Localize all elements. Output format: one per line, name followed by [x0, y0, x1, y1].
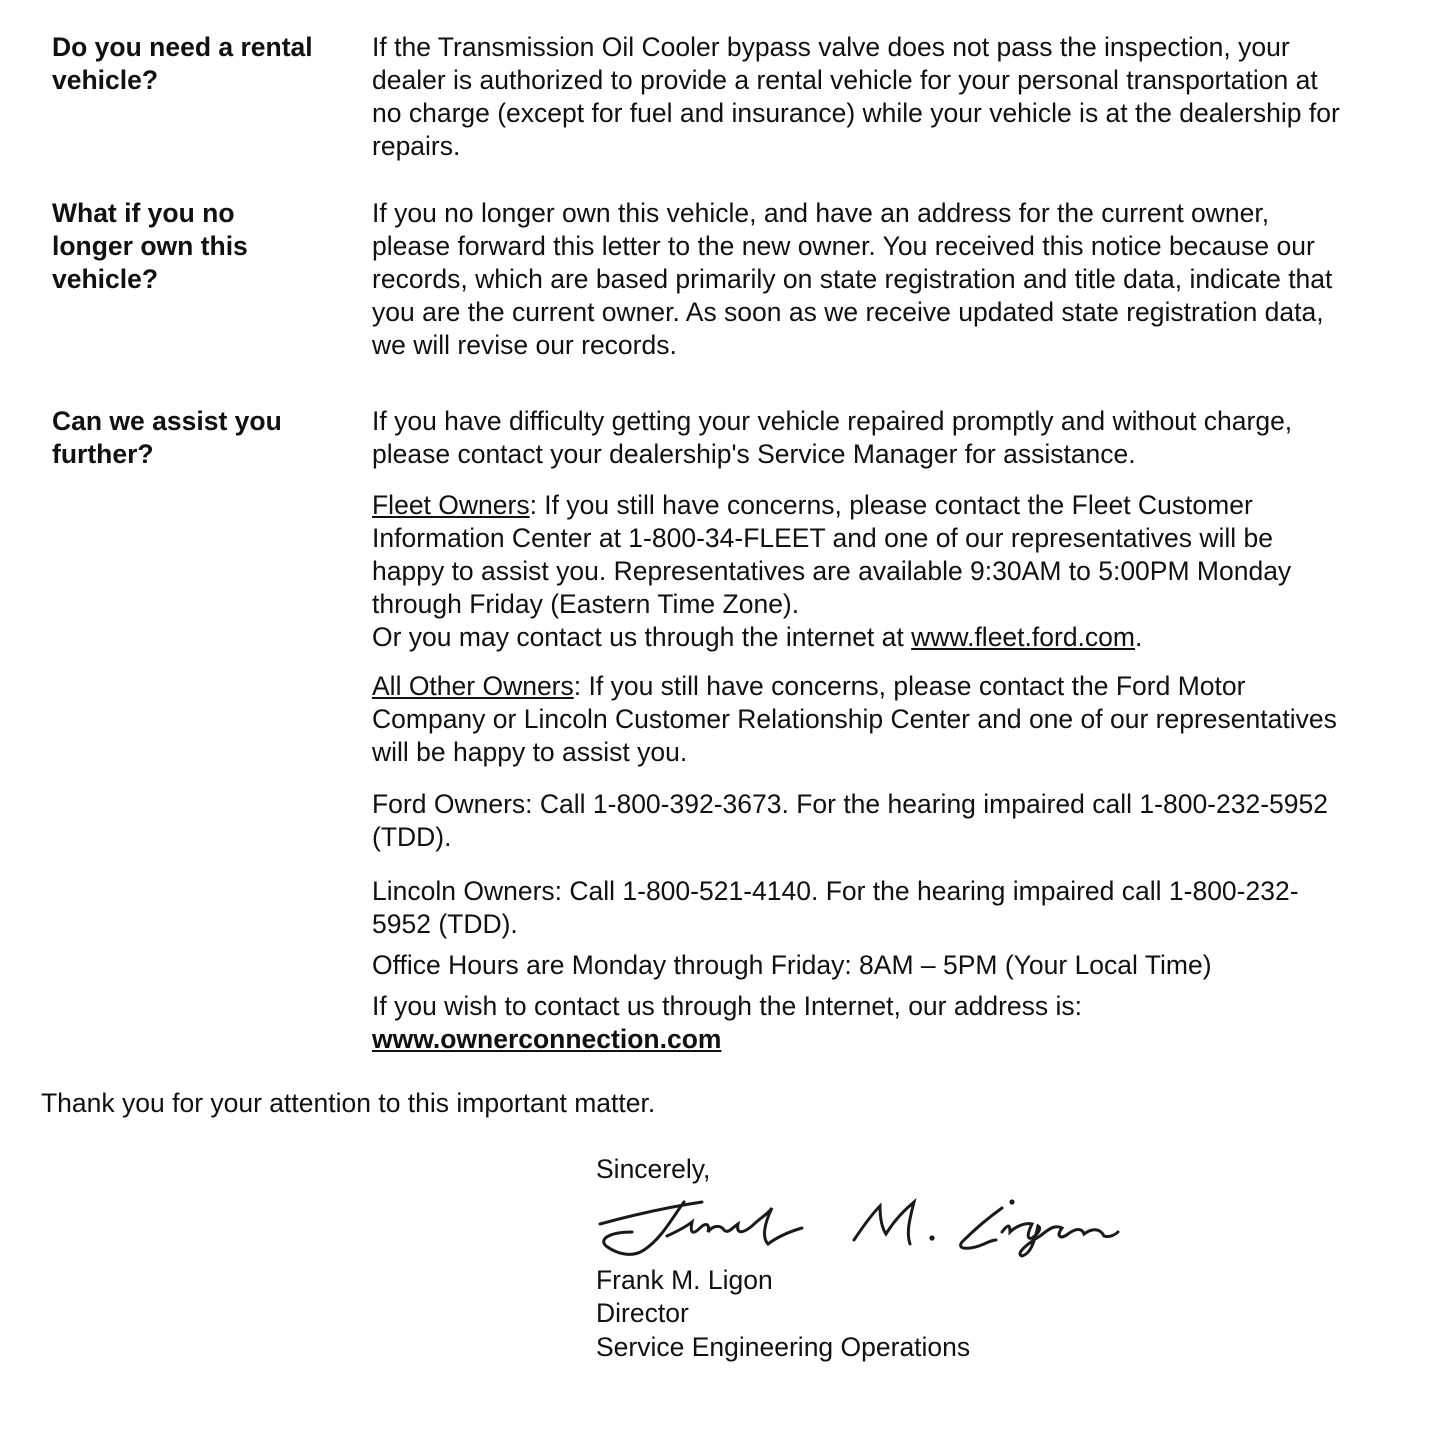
- question-heading: What if you no longer own this vehicle?: [52, 198, 248, 294]
- lincoln-owners-paragraph: Lincoln Owners: Call 1-800-521-4140. For the hearing impaired call 1-800-232-5952 (TDD).: [372, 876, 1299, 939]
- fleet-web-suffix: .: [1134, 622, 1143, 652]
- signer-title: Director: [596, 1298, 689, 1328]
- thank-you-line: Thank you for your attention to this important matter.: [41, 1088, 656, 1118]
- fleet-web-prefix: Or you may contact us through the internet at: [372, 622, 912, 652]
- question-heading: Can we assist you further?: [52, 406, 282, 469]
- ownerconnection-link[interactable]: www.ownerconnection.com: [372, 1024, 722, 1054]
- salutation: Sincerely,: [596, 1154, 711, 1184]
- signer-department: Service Engineering Operations: [596, 1332, 971, 1362]
- fleet-owners-label: Fleet Owners: [372, 490, 530, 520]
- fleet-website-link[interactable]: www.fleet.ford.com: [911, 622, 1135, 652]
- intro-paragraph: If you have difficulty getting your vehicle repaired promptly and without charge, please contact your dealership's Service Manager for assistance.: [372, 406, 1293, 469]
- signer-name: Frank M. Ligon: [596, 1265, 773, 1295]
- ford-owners-paragraph: Ford Owners: Call 1-800-392-3673. For the hearing impaired call 1-800-232-5952 (TDD).: [372, 789, 1328, 852]
- handwritten-signature: [592, 1188, 1122, 1262]
- answer-paragraph: If the Transmission Oil Cooler bypass valve does not pass the inspection, your dealer is authorized to provide a rental vehicle for your personal transportation at no charge (except for fuel and insurance) while your vehicle is at the dealership for repairs.: [372, 32, 1340, 161]
- other-owners-label: All Other Owners: [372, 671, 574, 701]
- office-hours-line: Office Hours are Monday through Friday: 8AM – 5PM (Your Local Time): [372, 950, 1212, 980]
- fleet-owners-text: : If you still have concerns, please contact the Fleet Customer Information Center at 1-800-34-FLEET and one of our representatives will be happy to assist you. Representatives are available 9:30AM to 5:00PM Monday through Friday (Eastern Time Zone).: [372, 490, 1292, 619]
- internet-contact-text: If you wish to contact us through the Internet, our address is:: [372, 991, 1083, 1021]
- fleet-owners-paragraph: [372, 489, 1347, 654]
- other-owners-paragraph: [372, 670, 1347, 769]
- answer-block: [372, 31, 1347, 163]
- other-owners-text: : If you still have concerns, please contact the Ford Motor Company or Lincoln Customer Relationship Center and one of our representatives will be happy to assist you.: [372, 671, 1337, 767]
- answer-block: [372, 197, 1347, 362]
- answer-paragraph: If you no longer own this vehicle, and have an address for the current owner, please forward this letter to the new owner. You received this notice because our records, which are based primarily on state registration and title data, indicate that you are the current owner. As soon as we receive updated state registration data, we will revise our records.: [372, 198, 1333, 360]
- question-heading: Do you need a rental vehicle?: [52, 32, 313, 95]
- internet-contact-paragraph: [372, 990, 1347, 1056]
